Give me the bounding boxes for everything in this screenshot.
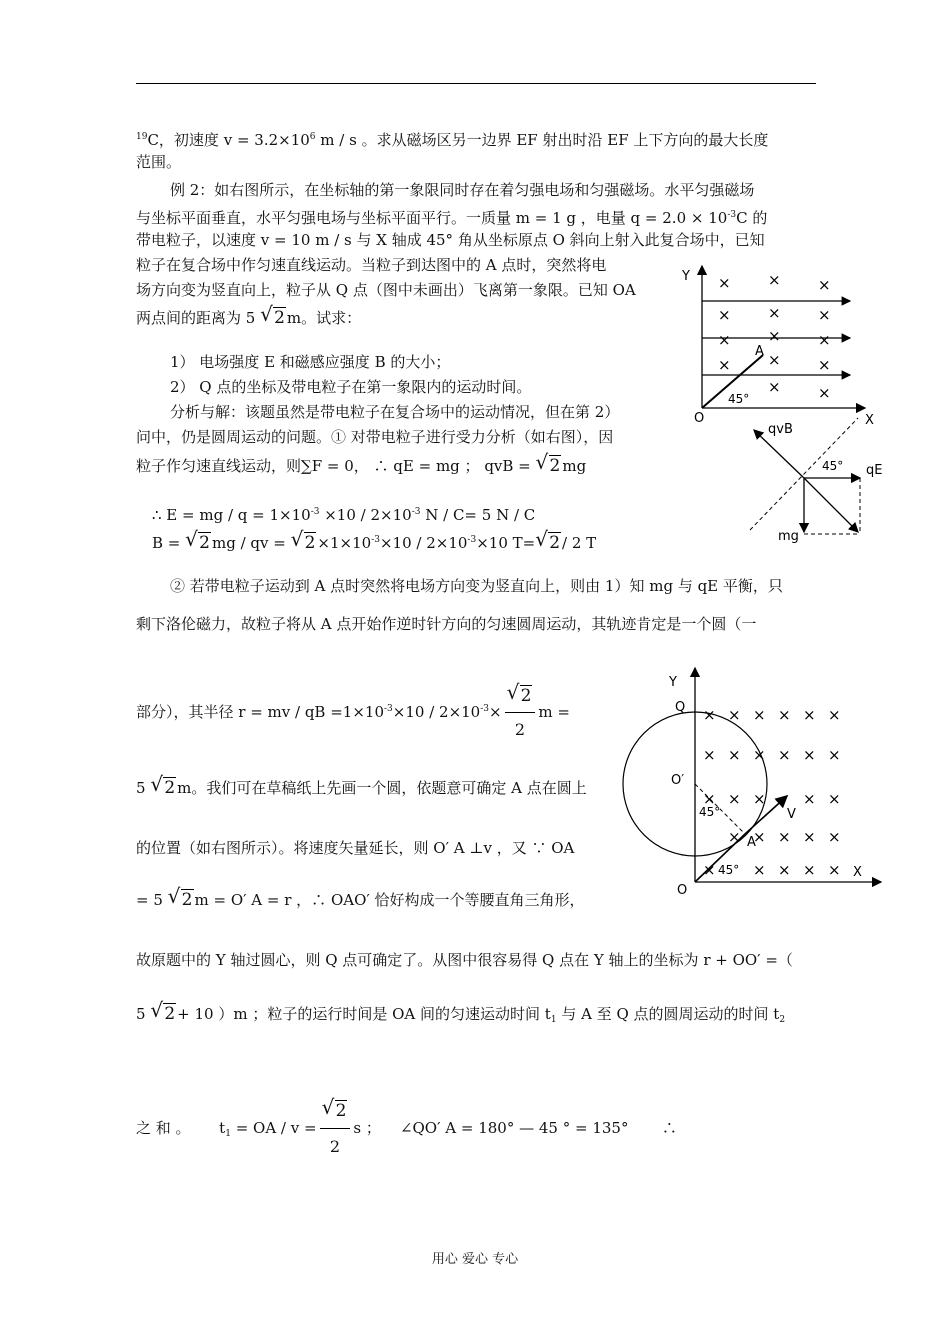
angle-label: 45° (699, 805, 721, 819)
point-q-label: Q (675, 700, 686, 715)
equation-e: ∴ E = mg / $q = 1\times 10^{-3} \times 10 / 2\times 10^{-3}$ N / C= 5 N / C (152, 506, 536, 524)
center-label: O′ (671, 773, 685, 788)
question-2: 2） Q 点的坐标及带电粒子在第一象限内的运动时间。 (170, 378, 532, 396)
point-a-label: A (747, 835, 756, 850)
page-footer: 用心 爱心 专心 (431, 1252, 519, 1267)
cross-mark: × (703, 746, 716, 764)
cross-mark: × (703, 861, 716, 879)
cross-mark: × (728, 746, 741, 764)
velocity-label: V (787, 807, 796, 822)
text-line: 剩下洛伦磁力，故粒子将从 A 点开始作逆时针方向的匀速圆周运动，其轨迹肯定是一个圆（一 (136, 615, 757, 633)
sqrt-symbol: √ 2 (151, 778, 176, 798)
question-1: 1） 电场强度 E 和磁感应强度 B 的大小； (170, 353, 451, 371)
text-line: 与坐标平面垂直，水平匀强电场与坐标平面平行。一质量 m = 1 g ，电量 $q = 2.0 \times 10^{-3}C$ 的 (136, 209, 768, 227)
cross-mark: × (768, 304, 781, 322)
qvb-arrow (754, 430, 804, 478)
text-line: 5 √ 2 m。我们可在草稿纸上先画一个圆，依题意可确定 A 点在圆上 (136, 778, 587, 798)
text-line: 之 和 。 $t_1$ = OA / v = √ $\frac{2}{2}$ s ； ∠QO′ A = 180° — 45 ° = 135° ∴ (136, 1096, 677, 1162)
angle-label: 45° (822, 459, 844, 473)
cross-mark: × (768, 378, 781, 396)
x-label: X (853, 865, 862, 880)
point-a-label: A (755, 344, 764, 359)
sqrt-symbol: √ 2 (169, 890, 194, 910)
angle-label: 45° (718, 863, 740, 877)
text-line: 问中，仍是圆周运动的问题。① 对带电粒子进行受力分析（如右图），因 (136, 428, 614, 446)
cross-mark: × (828, 790, 841, 808)
cross-mark: × (753, 861, 766, 879)
text-line: 5 √ 2 + 10 ）m ；粒子的运行时间是 OA 间的匀速运动时间 $t_1$ 与 A 至 Q 点的圆周运动的时间 $t_2$ (136, 1004, 785, 1030)
equation-b: B = √ 2 mg / qv = √ $2 \times 1\times 10^{-3}\times 10 / 2\times 10^{-3}\times 10$ T=√ 2 / 2 T (152, 530, 596, 553)
text-line: 部分），其半径 r = mv / qB $=1\times 10^{-3}\times 10 / 2\times 10^{-3}\times$ √ $\frac{2}{2}$ m = (136, 682, 570, 744)
cross-mark: × (778, 861, 791, 879)
origin-label: O (677, 883, 688, 898)
fraction: √ $\frac{2}{2}$ (320, 1096, 351, 1162)
cross-mark: × (728, 828, 741, 846)
cross-mark: × (828, 828, 841, 846)
cross-mark: × (778, 746, 791, 764)
cross-mark: × (778, 706, 791, 724)
y-label: Y (682, 269, 690, 284)
cross-mark: × (768, 351, 781, 369)
mg-label: mg (778, 529, 799, 544)
header-rule (136, 83, 816, 84)
text-line: 粒子作匀速直线运动，则∑F = 0， ∴ qE = mg ； qvB = √ 2 mg (136, 456, 586, 476)
sqrt-symbol: √ 2 (536, 533, 561, 553)
qe-label: qE (866, 463, 883, 478)
fraction: √ $\frac{2}{2}$ (505, 682, 536, 744)
text-line: 分析与解：该题虽然是带电粒子在复合场中的运动情况，但在第 2） (170, 403, 620, 421)
cross-mark: × (828, 861, 841, 879)
sqrt-symbol: √ 2 (292, 533, 317, 553)
sqrt-symbol: √ 2 (151, 1004, 176, 1024)
qvb-label: qvB (768, 422, 793, 437)
text-line: = 5 √ 2 m = O′ A = r ，∴ OAO′ 恰好构成一个等腰直角三角形， (136, 890, 585, 910)
cross-mark: × (818, 276, 831, 294)
cross-mark: × (718, 274, 731, 292)
x-label: X (865, 413, 874, 428)
sqrt-symbol: √ 2 (323, 1096, 348, 1126)
text-line: 场方向变为竖直向上，粒子从 Q 点（图中未画出）飞离第一象限。已知 OA (136, 281, 636, 299)
cross-mark: × (818, 384, 831, 402)
text-line: ② 若带电粒子运动到 A 点时突然将电场方向变为竖直向上，则由 1）知 mg 与 qE 平衡，只 (170, 577, 783, 595)
cross-mark: × (828, 706, 841, 724)
cross-mark: × (753, 706, 766, 724)
cross-mark: × (753, 746, 766, 764)
text-line: 粒子在复合场中作匀速直线运动。当粒子到达图中的 A 点时，突然将电 (136, 256, 607, 274)
example-heading: 例 2：如右图所示，在坐标轴的第一象限同时存在着匀强电场和匀强磁场。水平匀强磁场 (170, 181, 755, 199)
field-diagram (660, 258, 880, 428)
cross-mark: × (818, 306, 831, 324)
cross-mark: × (768, 327, 781, 345)
cross-mark: × (753, 828, 766, 846)
origin-label: O (694, 411, 705, 426)
cross-mark: × (753, 790, 766, 808)
cross-mark: × (718, 306, 731, 324)
force-diagram (740, 410, 890, 550)
cross-mark: × (803, 746, 816, 764)
text-line: 带电粒子，以速度 v = 10 m / s 与 X 轴成 45° 角从坐标原点 O 斜向上射入此复合场中，已知 (136, 231, 765, 249)
text-line: 范围。 (136, 153, 182, 171)
cross-mark: × (828, 746, 841, 764)
resultant-arrow (804, 478, 858, 532)
cross-mark: × (728, 790, 741, 808)
cross-mark: × (803, 861, 816, 879)
cross-mark: × (803, 790, 816, 808)
text-line: $^{19}$C，初速度 $v = 3.2\times 10^6$ m / s 。求从磁场区另一边界 EF 射出时沿 EF 上下方向的最大长度 (136, 131, 769, 149)
trajectory-diagram (615, 660, 890, 905)
cross-mark: × (728, 706, 741, 724)
cross-mark: × (818, 356, 831, 374)
sqrt-symbol: √ 2 (186, 533, 211, 553)
sqrt-symbol: √ 2 (537, 456, 562, 476)
cross-mark: × (718, 331, 731, 349)
text-line: 故原题中的 Y 轴过圆心，则 Q 点可确定了。从图中很容易得 Q 点在 Y 轴上的坐标为 r + OO′ =（ (136, 951, 793, 969)
cross-mark: × (703, 706, 716, 724)
y-label: Y (669, 675, 677, 690)
cross-mark: × (768, 271, 781, 289)
cross-mark: × (818, 331, 831, 349)
sqrt-symbol: √ 2 (508, 682, 533, 710)
angle-label: 45° (728, 392, 750, 406)
text-line: 两点间的距离为 5 √ 2 m。试求： (136, 308, 361, 328)
cross-mark: × (803, 706, 816, 724)
cross-mark: × (803, 828, 816, 846)
sqrt-symbol: √ 2 (261, 308, 286, 328)
cross-mark: × (778, 828, 791, 846)
cross-mark: × (703, 790, 716, 808)
text-line: 的位置（如右图所示）。将速度矢量延长，则 O′ A ⊥v ，又 ∵ OA (136, 839, 575, 857)
cross-mark: × (718, 356, 731, 374)
